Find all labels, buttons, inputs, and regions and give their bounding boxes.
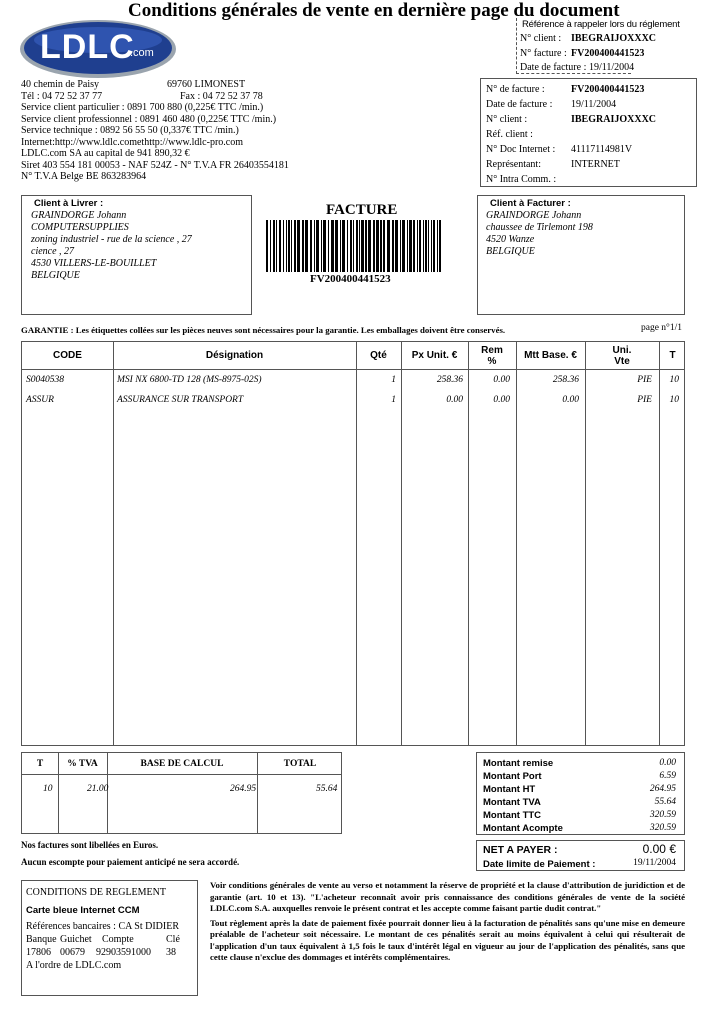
legal-terms xyxy=(210,880,685,964)
bank-col-label: Clé xyxy=(166,934,180,945)
barcode-bar xyxy=(413,220,415,272)
net-label: NET A PAYER : xyxy=(483,844,558,856)
col-uni xyxy=(585,342,659,369)
info-label: N° client : xyxy=(486,114,528,125)
barcode-bar xyxy=(356,220,358,272)
total-label: Montant remise xyxy=(483,758,554,769)
barcode-bar xyxy=(305,220,308,272)
legal-paragraph-2: Tout règlement après la date de paiement fixée pourrait donner lieu à la facturation de pénalités sans qu'une mise en demeure préalable de l'acheteur soit nécessaire. Le montant de ces pénalités serait au moins équivalent à celui qui résulterait de l'application d'un taux équivalent à 1,5 fois le taux d'intérêt légal en vigueur au jour de l'application des pénalités, sans que cette clause n'exclue des dommages et intérêts complémentaires. xyxy=(210,917,685,962)
barcode-bar xyxy=(316,220,319,272)
ref-client-value: IBEGRAIJOXXXC xyxy=(571,33,657,44)
barcode-bar xyxy=(419,220,421,272)
barcode-bar xyxy=(347,220,348,272)
row-code: ASSUR xyxy=(26,395,54,405)
company-line: Siret 403 554 181 00053 - NAF 524Z - N° T.V.A FR 26403554181 xyxy=(21,159,289,171)
net-to-pay-box xyxy=(476,840,685,871)
tax-col-t: T xyxy=(36,758,44,769)
company-line: N° T.V.A Belge BE 863283964 xyxy=(21,171,147,182)
barcode-bar xyxy=(407,220,408,272)
barcode-bar xyxy=(373,220,375,272)
limit-label: Date limite de Paiement : xyxy=(483,859,596,870)
barcode-bar xyxy=(428,220,429,272)
tax-base: 264.95 xyxy=(230,784,257,794)
total-label: Montant TTC xyxy=(483,810,542,821)
total-label: Montant HT xyxy=(483,784,536,795)
bank-col-value: 17806 xyxy=(26,947,51,958)
bill-line: BELGIQUE xyxy=(486,246,535,257)
facture-title: FACTURE xyxy=(326,202,398,218)
col-rem-line2: % xyxy=(487,355,497,367)
barcode-bar xyxy=(328,220,329,272)
barcode-bar xyxy=(335,220,338,272)
discount-note: Aucun escompte pour paiement anticipé ne sera accordé. xyxy=(21,857,240,867)
barcode-bar xyxy=(425,220,427,272)
barcode-bar xyxy=(409,220,412,272)
row-qty: 1 xyxy=(391,395,396,405)
invoice-info-box xyxy=(480,78,697,187)
barcode-bar xyxy=(439,220,441,272)
row-designation: MSI NX 6800-TD 128 (MS-8975-02S) xyxy=(117,375,262,385)
total-value: 264.95 xyxy=(649,784,676,794)
info-value: 41117114981V xyxy=(571,144,633,155)
barcode-bar xyxy=(297,220,300,272)
info-value: INTERNET xyxy=(571,159,620,170)
col-rem xyxy=(468,342,516,369)
barcode-bar xyxy=(365,220,367,272)
barcode-bar xyxy=(402,220,405,272)
barcode-bar xyxy=(294,220,296,272)
page-number: page n°1/1 xyxy=(641,323,682,333)
deliver-line: BELGIQUE xyxy=(31,270,80,281)
row-base: 258.36 xyxy=(552,375,579,385)
barcode-bar xyxy=(400,220,401,272)
barcode-bar xyxy=(376,220,379,272)
barcode-bar xyxy=(286,220,287,272)
row-code: S0040538 xyxy=(26,375,64,385)
bank-reference: Références bancaires : CA St DIDIER xyxy=(26,921,180,932)
total-label: Montant Acompte xyxy=(483,823,563,834)
barcode-bar xyxy=(395,220,398,272)
barcode-bar xyxy=(340,220,341,272)
deliver-line: GRAINDORGE Johann xyxy=(31,210,127,221)
barcode-bar xyxy=(302,220,304,272)
payment-order: A l'ordre de LDLC.com xyxy=(26,960,122,971)
guarantee-note: GARANTIE : Les étiquettes collées sur les pièces neuves sont nécessaires pour la garantie. Les emballages doivent être conservés. xyxy=(21,325,506,335)
deliver-to-box xyxy=(21,195,252,315)
ref-date-value: 19/11/2004 xyxy=(589,62,635,73)
ref-client-label: N° client : xyxy=(520,33,562,44)
company-tel: Tél : 04 72 52 37 77 xyxy=(21,90,103,102)
col-designation: Désignation xyxy=(205,350,264,361)
ref-date-label: Date de facture : xyxy=(520,62,587,73)
total-value: 55.64 xyxy=(654,797,676,807)
totals-box xyxy=(476,752,685,835)
barcode-bar xyxy=(288,220,290,272)
info-label: Réf. client : xyxy=(486,129,533,140)
barcode-bar xyxy=(380,220,382,272)
col-base: Mtt Base. € xyxy=(524,350,577,361)
barcode-bar xyxy=(331,220,334,272)
total-value: 320.59 xyxy=(649,810,676,820)
barcode-bar xyxy=(342,220,345,272)
col-uni-line1: Uni. xyxy=(612,344,632,356)
bank-col-label: Compte xyxy=(102,934,134,945)
items-table xyxy=(21,341,685,746)
bill-line: 4520 Wanze xyxy=(486,234,535,245)
tax-tva: 21.00 xyxy=(87,784,109,794)
info-label: N° Intra Comm. : xyxy=(486,174,557,185)
barcode-bar xyxy=(359,220,360,272)
col-rem-line1: Rem xyxy=(481,344,503,356)
total-label: Montant TVA xyxy=(483,797,541,808)
tax-col-tva: % TVA xyxy=(67,758,98,769)
net-value: 0.00 € xyxy=(642,842,676,856)
total-value: 0.00 xyxy=(659,758,676,768)
info-label: N° Doc Internet : xyxy=(486,144,556,155)
barcode-bar xyxy=(392,220,394,272)
barcode-bar xyxy=(270,220,271,272)
barcode-bar xyxy=(279,220,281,272)
row-rem: 0.00 xyxy=(493,375,510,385)
barcode-bar xyxy=(431,220,432,272)
info-label: Date de facture : xyxy=(486,99,553,110)
bank-col-label: Banque xyxy=(26,934,57,945)
row-unit-price: 0.00 xyxy=(446,395,463,405)
barcode-bar xyxy=(350,220,352,272)
bill-line: GRAINDORGE Johann xyxy=(486,210,582,221)
col-t: T xyxy=(669,350,676,361)
bill-to-title: Client à Facturer : xyxy=(490,198,571,209)
barcode-bar xyxy=(368,220,371,272)
tax-col-base: BASE DE CALCUL xyxy=(140,758,224,769)
barcode-bar xyxy=(283,220,284,272)
col-qty: Qté xyxy=(370,350,387,361)
barcode-bar xyxy=(361,220,364,272)
deliver-line: zoning industriel - rue de la science , 27 xyxy=(31,234,192,245)
barcode-bar xyxy=(266,220,268,272)
deliver-line: COMPUTERSUPPLIES xyxy=(31,222,129,233)
info-value: FV200400441523 xyxy=(571,84,645,95)
company-line: LDLC.com SA au capital de 941 890,32 € xyxy=(21,148,190,159)
barcode-bar xyxy=(417,220,418,272)
barcode-bar xyxy=(291,220,292,272)
info-label: Représentant: xyxy=(486,159,541,170)
legal-paragraph-1: Voir conditions générales de vente au verso et notamment la réserve de propriété et la clause d'attribution de juridiction et de garantie (art. 10 et 13). "L'acheteur reconnaît avoir pris connaissance des conditions générales de vente de la société LDLC.com S.A. auxquelles renvoie le présent contrat et les accepte comme faisant partie dudit contrat." xyxy=(210,880,685,913)
bill-line: chaussee de Tirlemont 198 xyxy=(486,222,593,233)
payment-method: Carte bleue Internet CCM xyxy=(26,905,140,916)
ldlc-logo xyxy=(18,18,178,78)
bank-col-value: 00679 xyxy=(60,947,85,958)
barcode-bar xyxy=(323,220,326,272)
barcode-text: FV200400441523 xyxy=(310,273,391,285)
total-value: 320.59 xyxy=(649,823,676,833)
bill-to-box xyxy=(477,195,685,315)
company-line: Service technique : 0892 56 55 50 (0,337€ TTC /min.) xyxy=(21,125,239,136)
deliver-to-title: Client à Livrer : xyxy=(34,198,104,209)
company-line: Internet:http://www.ldlc.comethttp://www.ldlc-pro.com xyxy=(21,136,243,148)
barcode-bar xyxy=(437,220,438,272)
bank-col-value: 38 xyxy=(166,947,176,958)
company-address: 40 chemin de Paisy xyxy=(21,79,100,90)
tax-t: 10 xyxy=(43,784,53,794)
barcode-bar xyxy=(387,220,390,272)
barcode xyxy=(266,220,444,272)
tax-table xyxy=(21,752,342,834)
barcode-bar xyxy=(276,220,277,272)
deliver-line: cience , 27 xyxy=(31,246,75,257)
total-value: 6.59 xyxy=(659,771,676,781)
row-qty: 1 xyxy=(391,375,396,385)
row-uni: PIE xyxy=(637,395,652,405)
row-base: 0.00 xyxy=(562,395,579,405)
barcode-bar xyxy=(273,220,275,272)
row-rem: 0.00 xyxy=(493,395,510,405)
bank-col-label: Guichet xyxy=(60,934,92,945)
tax-total: 55.64 xyxy=(316,784,338,794)
col-uni-line2: Vte xyxy=(614,355,630,367)
document-title: Conditions générales de vente en dernière page du document xyxy=(128,0,620,21)
barcode-bar xyxy=(321,220,322,272)
reference-title: Référence à rappeler lors du réglement xyxy=(522,19,680,30)
info-label: N° de facture : xyxy=(486,84,545,95)
tax-col-total: TOTAL xyxy=(283,758,317,769)
total-label: Montant Port xyxy=(483,771,542,782)
barcode-bar xyxy=(310,220,312,272)
bank-col-value: 92903591000 xyxy=(96,947,151,958)
info-value: IBEGRAIJOXXXC xyxy=(571,114,657,125)
logo-text: LDLC xyxy=(40,28,135,66)
company-city: 69760 LIMONEST xyxy=(167,79,246,90)
barcode-bar xyxy=(314,220,315,272)
row-unit-price: 258.36 xyxy=(436,375,463,385)
col-code: CODE xyxy=(53,350,82,361)
company-fax: Fax : 04 72 52 37 78 xyxy=(180,90,263,102)
barcode-bar xyxy=(423,220,424,272)
row-t: 10 xyxy=(669,375,679,385)
barcode-bar xyxy=(433,220,435,272)
row-designation: ASSURANCE SUR TRANSPORT xyxy=(117,395,244,405)
row-t: 10 xyxy=(669,395,679,405)
info-value: 19/11/2004 xyxy=(571,99,617,110)
deliver-line: 4530 VILLERS-LE-BOUILLET xyxy=(31,258,157,269)
payment-conditions-box xyxy=(21,880,198,996)
limit-value: 19/11/2004 xyxy=(633,858,676,868)
barcode-bar xyxy=(383,220,385,272)
ref-invoice-label: N° facture : xyxy=(520,48,567,59)
reference-box xyxy=(516,18,696,74)
ref-invoice-value: FV200400441523 xyxy=(571,48,645,59)
payment-title: CONDITIONS DE REGLEMENT xyxy=(26,887,166,898)
row-uni: PIE xyxy=(637,375,652,385)
company-line: Service client professionnel : 0891 460 480 (0,225€ TTC /min.) xyxy=(21,113,277,125)
currency-note: Nos factures sont libellées en Euros. xyxy=(21,840,159,850)
barcode-bar xyxy=(353,220,354,272)
col-unit-price: Px Unit. € xyxy=(411,350,458,361)
company-line: Service client particulier : 0891 700 880 (0,225€ TTC /min.) xyxy=(21,102,264,113)
logo-suffix: .com xyxy=(130,47,154,59)
